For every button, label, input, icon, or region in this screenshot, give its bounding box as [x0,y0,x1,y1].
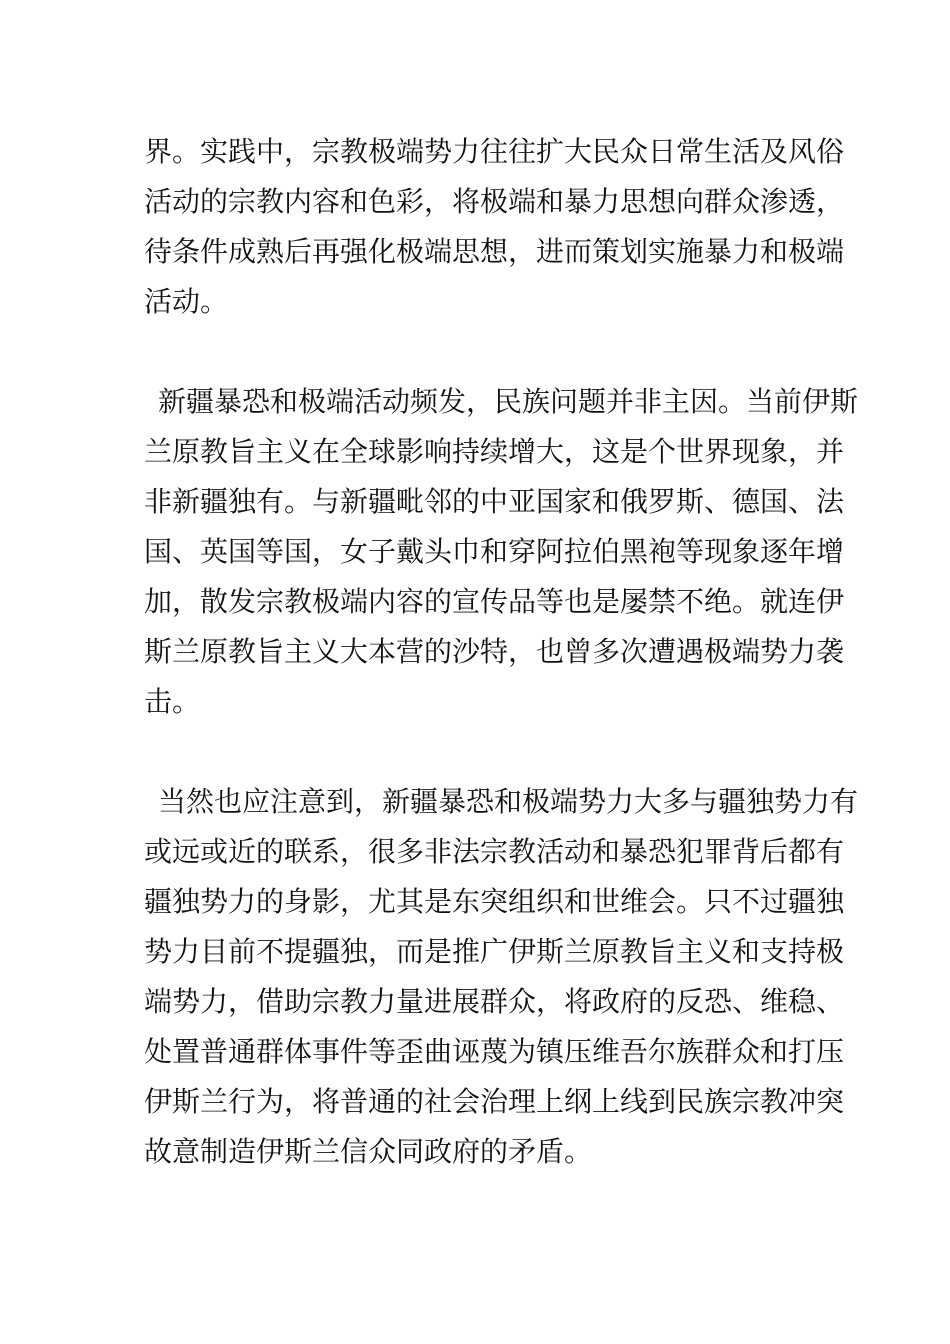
paragraph-1 [144,127,845,327]
document-body [144,127,859,1177]
text-line: 活动的宗教内容和色彩，将极端和暴力思想向群众渗透， [144,185,845,218]
text-line: 处置普通群体事件等歪曲诬蔑为镇压维吾尔族群众和打压 [144,1035,845,1068]
paragraph-spacer [144,727,806,777]
text-line: 疆独势力的身影，尤其是东突组织和世维会。只不过疆独 [144,885,845,918]
text-line: 故意制造伊斯兰信众同政府的矛盾。 [144,1135,593,1168]
text-line: 势力目前不提疆独，而是推广伊斯兰原教旨主义和支持极 [144,935,845,968]
text-line: 活动。 [144,285,229,318]
text-line: 非新疆独有。与新疆毗邻的中亚国家和俄罗斯、德国、法 [144,485,845,518]
text-line: 击。 [144,685,201,718]
text-line: 兰原教旨主义在全球影响持续增大，这是个世界现象，并 [144,435,845,468]
text-line: 伊斯兰行为，将普通的社会治理上纲上线到民族宗教冲突 [144,1085,845,1118]
text-line: 或远或近的联系，很多非法宗教活动和暴恐犯罪背后都有 [144,835,845,868]
text-line: 界。实践中，宗教极端势力往往扩大民众日常生活及风俗 [144,135,845,168]
paragraph-3 [144,777,859,1177]
text-line: 斯兰原教旨主义大本营的沙特，也曾多次遭遇极端势力袭 [144,635,845,668]
text-line: 国、英国等国，女子戴头巾和穿阿拉伯黑袍等现象逐年增 [144,535,845,568]
text-line: 新疆暴恐和极端活动频发，民族问题并非主因。当前伊斯 [158,385,859,418]
text-line: 端势力，借助宗教力量进展群众，将政府的反恐、维稳、 [144,985,845,1018]
text-line: 加，散发宗教极端内容的宣传品等也是屡禁不绝。就连伊 [144,585,845,618]
text-line: 当然也应注意到，新疆暴恐和极端势力大多与疆独势力有 [158,785,859,818]
text-line: 待条件成熟后再强化极端思想，进而策划实施暴力和极端 [144,235,845,268]
paragraph-2 [144,377,859,727]
paragraph-spacer [144,327,806,377]
